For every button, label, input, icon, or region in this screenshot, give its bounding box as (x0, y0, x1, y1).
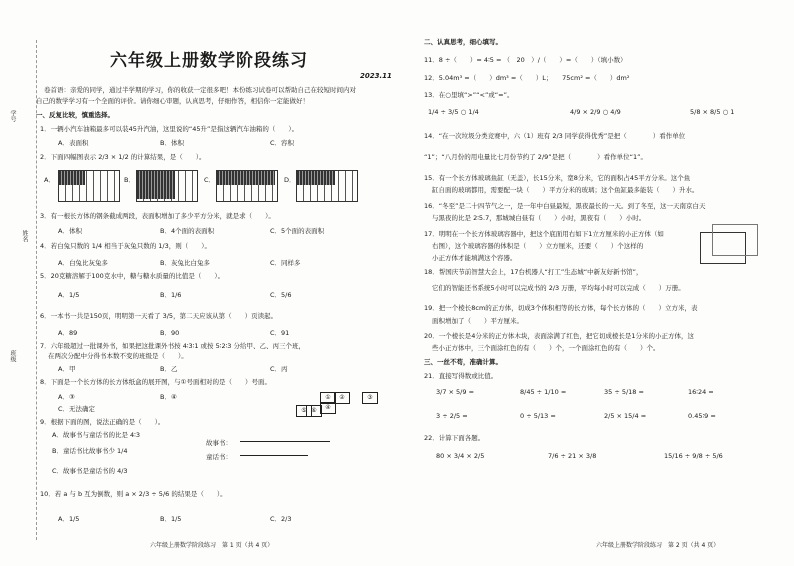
q9-story-bar (240, 441, 330, 442)
question-15: 15．有一个长方体玻璃鱼缸（无盖），长15分米，宽8分米，它的面积占45平方分米。这个鱼 (424, 174, 691, 182)
question-16: 16．“冬至”是二十四节气之一，是一年中白昼最短，黑夜最长的一天。到了冬至，这一天南京白天 (424, 202, 706, 210)
question-12: 12．5.04m³ =（ ）dm³ =（ ）L； 75cm² =（ ）dm² (424, 74, 630, 82)
q17-container-back (712, 224, 758, 256)
q2-option-a: A． (44, 176, 55, 184)
q4-option-a: A．白兔比灰兔多 (58, 259, 108, 267)
intro-text-2: 自己的数学学习有一个全面的评价。请你细心审题，认真思考，仔细作答，相信你一定能做好！ (36, 97, 309, 105)
page-title: 六年级上册数学阶段练习 (110, 51, 308, 71)
q7-option-a: A．甲 (58, 365, 76, 373)
q9-fairy-label: 童话书： (206, 453, 232, 461)
question-18-line-2: 它们的智能还书系统5小时可以完成书的 2/3 万册，平均每小时可以完成（ ）万册。 (432, 284, 685, 292)
question-7-line-2: 在两次分配中分得书本数不变的班级是（ ）。 (48, 352, 188, 360)
q2-figure-c-shade (217, 171, 275, 185)
side-label-student-id: 学号 (9, 110, 16, 122)
q4-option-c: C．同样多 (270, 259, 301, 267)
question-9: 9．根据下面的图，说法正确的是（ ）。 (40, 418, 165, 426)
q21-item-5: 3 ÷ 2/5 = (436, 412, 468, 420)
q8-option-b: B．④ (160, 393, 177, 401)
q9-option-b: B．童话书比故事书少 1/4 (52, 447, 128, 455)
q21-item-4: 16∶24 = (688, 388, 714, 396)
question-3: 3．有一根长方体的钢条截成两段，表面积增加了多少平方分米，就是求（ ）。 (40, 212, 275, 220)
question-10: 10．若 a 与 b 互为倒数，则 a × 2/3 ÷ 5/6 的结果是（ ）。 (40, 490, 227, 498)
q9-fairy-bar (240, 455, 308, 456)
page-2-footer: 六年级上册数学阶段练习 第 2 页（共 4 页） (596, 542, 720, 549)
question-14-line-2: “1”；“八月份的用电量比七月份节约了 2/9”是把（ ）看作单位“1”。 (424, 153, 648, 161)
question-21: 21．直接写得数或比值。 (424, 372, 498, 380)
net-face-6: ⑥ (306, 405, 322, 417)
q7-option-c: C．丙 (270, 365, 288, 373)
q22-item-3: 15/16 ÷ 9/8 ÷ 5/6 (664, 452, 723, 460)
q5-option-b: B．1/6 (160, 291, 182, 299)
question-20-line-2: 些小正方体中，三个面涂红色的有（ ）个，一个面涂红色的有（ ）个。 (432, 344, 660, 352)
question-19: 19．把一个棱长8cm的正方体，切成3个体积相等的长方体，每个长方体的（ ）立方米，表 (424, 304, 698, 312)
intro-text: 卷首语：亲爱的同学，通过半学期的学习，你的收获一定很多吧！本份练习试卷可以帮助自己在较短时间内对 (44, 86, 356, 94)
question-18: 18．帮国庆节前智慧大会上，17台机器人“打工”生态城“中新友好新书馆”， (424, 268, 643, 276)
q9-option-a: A．故事书与童话书的比是 4∶3 (52, 431, 140, 439)
q2-figure-d-shade (297, 171, 335, 185)
section-heading-1: 一、反复比较，慎重选择。 (36, 111, 114, 119)
q2-option-b: B． (124, 176, 135, 184)
q10-option-b: B．1/5 (160, 515, 182, 523)
q13-item-2: 4/9 × 2/9 ○ 4/9 (570, 108, 621, 116)
q21-item-6: 0 ÷ 5/13 = (520, 412, 556, 420)
q21-item-3: 35 ÷ 5/18 = (604, 388, 644, 396)
q5-option-a: A．1/5 (58, 291, 80, 299)
q8-option-c: C．无法确定 (58, 405, 96, 413)
question-2: 2．下面四幅图表示 2/3 × 1/2 的计算结果，是（ ）。 (40, 153, 206, 161)
q3-option-b: B．4个面的表面积 (160, 227, 215, 235)
q2-option-d: D． (284, 176, 296, 184)
question-6: 6．一本书一共是150页，明明第一天看了 3/5，第二天应该从第（ ）页读起。 (40, 312, 278, 320)
net-face-5: ⑤ (296, 405, 312, 417)
question-5: 5．20克糖溶解于100克水中，糖与糖水质量的比值是（ ）。 (40, 272, 225, 280)
question-22: 22．计算下面各题。 (424, 434, 485, 442)
side-label-name: 姓名 (21, 230, 28, 242)
q1-option-a: A．表面积 (58, 139, 89, 147)
q2-option-c: C． (204, 176, 216, 184)
side-label-class: 班级 (9, 350, 16, 362)
q6-option-c: C．91 (270, 329, 290, 337)
q13-item-3: 5/8 × 8/5 ○ 1 (690, 108, 735, 116)
question-20: 20．一个棱长是4分米的正方体木块，表面涂满了红色，把它切成棱长是1分米的小正方体，这 (424, 332, 695, 340)
net-face-3: ③ (362, 392, 378, 404)
q3-option-a: A．体积 (58, 227, 82, 235)
q13-item-1: 1/4 ÷ 3/5 ○ 1/4 (428, 108, 479, 116)
q10-option-a: A．1/5 (58, 515, 80, 523)
question-17-line-3: 小正方体才能填满这个容器。 (432, 254, 517, 262)
question-17: 17．明明在一个长方体玻璃容器中，把这个底面用右如下1立方厘米的小正方体（如 (424, 230, 664, 238)
q10-option-c: C．2/3 (270, 515, 292, 523)
q1-option-b: B．体积 (160, 139, 184, 147)
q3-option-c: C．5个面的表面积 (270, 227, 325, 235)
section-heading-3: 三、一丝不苟，准确计算。 (424, 358, 502, 366)
question-11: 11．8 ÷（ ）= 4∶5 = （ 20 ）/（ ）=（ ）（填小数） (424, 56, 627, 64)
exam-date: 2023.11 (360, 72, 392, 80)
q5-option-c: C．5/6 (270, 291, 292, 299)
q2-figure-b-shade (137, 171, 175, 199)
question-7: 7．六年级超过一批课外书，如果把这批课外书按 4∶3∶1 或按 5∶2∶3 分给甲、乙、丙三个班， (40, 342, 305, 350)
question-8: 8．下面是一个长方体的长方体纸盒的展开图，与①号面相对的是（ ）号面。 (40, 378, 271, 386)
question-1: 1．一辆小汽车油箱最多可以装45升汽油，这里说的“45升”是指这辆汽车油箱的（ ）。 (40, 125, 299, 133)
q6-option-a: A．89 (58, 329, 78, 337)
q22-item-1: 80 × 3/4 × 2/5 (436, 452, 485, 460)
q21-item-1: 3/7 × 5/9 = (436, 388, 475, 396)
net-face-4: ④ (320, 402, 336, 414)
q21-item-8: 0.45∶9 = (688, 412, 716, 420)
question-15-line-2: 缸自面的玻璃都用，需要配一块（ ）平方分米的玻璃；这个鱼缸最多能装（ ）升水。 (432, 186, 699, 194)
question-16-line-2: 与黑夜的比是 2∶5.7，那城城白昼有（ ）小时，黑夜有（ ）小时。 (432, 214, 646, 222)
q4-option-b: B．灰兔比白兔多 (160, 259, 210, 267)
q22-item-2: 7/6 ÷ 21 × 3/8 (548, 452, 597, 460)
question-17-line-2: 右图），这个玻璃容器的体积是（ ）立方厘米，还要（ ）个这样的 (432, 242, 644, 250)
q2-figure-a-shade (59, 171, 85, 185)
q7-option-b: B．乙 (160, 365, 178, 373)
section-heading-2: 二、认真思考，细心填写。 (424, 38, 502, 46)
q9-option-c: C．故事书是童话书的 4/3 (52, 467, 128, 475)
q21-item-2: 8/45 ÷ 1/10 = (520, 388, 567, 396)
question-4: 4．若白兔只数的 1/4 相当于灰兔只数的 1/3，则（ ）。 (40, 242, 212, 250)
q6-option-b: B．90 (160, 329, 180, 337)
page-1-footer: 六年级上册数学阶段练习 第 1 页（共 4 页） (150, 542, 274, 549)
q21-item-7: 2/5 × 15/4 = (604, 412, 647, 420)
question-14: 14．“在一次垃圾分类竞赛中，六（1）班有 2/3 同学获得优秀”是把（ ）看作单位 (424, 132, 686, 140)
question-19-line-2: 面积增加了（ ）平方厘米。 (432, 317, 523, 325)
question-13: 13．在○里填“>”“<”或“=”。 (424, 91, 514, 99)
net-face-1: ① (320, 392, 336, 404)
q8-option-a: A．③ (58, 393, 75, 401)
q9-story-label: 故事书： (206, 439, 232, 447)
net-face-2: ② (334, 392, 350, 404)
q1-option-c: C．容积 (270, 139, 295, 147)
